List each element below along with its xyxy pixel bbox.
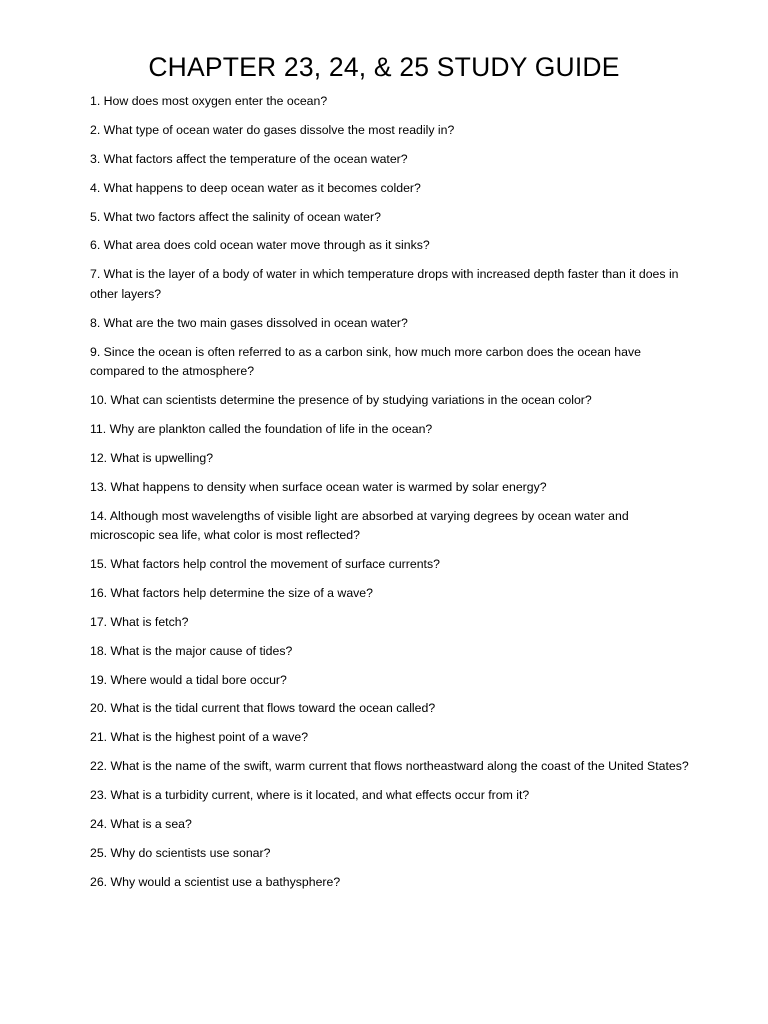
question-item: 26. Why would a scientist use a bathysphere? [90,874,341,889]
page-title: CHAPTER 23, 24, & 25 STUDY GUIDE [148,52,620,82]
question-list [90,92,690,902]
question-item: 19. Where would a tidal bore occur? [90,672,287,687]
question-item: 2. What type of ocean water do gases dissolve the most readily in? [90,122,455,137]
question-item: 20. What is the tidal current that flows toward the ocean called? [90,701,436,716]
question-item: 3. What factors affect the temperature of the ocean water? [90,151,408,166]
question-item: 17. What is fetch? [90,614,189,629]
question-item: 22. What is the name of the swift, warm current that flows northeastward along the coast of the United States? [90,759,689,774]
question-item: 23. What is a turbidity current, where is it located, and what effects occur from it? [90,788,530,803]
question-item: 11. Why are plankton called the foundation of life in the ocean? [90,421,433,436]
question-item: 13. What happens to density when surface ocean water is warmed by solar energy? [90,479,547,494]
question-item: 18. What is the major cause of tides? [90,643,293,658]
question-item: 25. Why do scientists use sonar? [90,845,271,860]
question-item: 15. What factors help control the movement of surface currents? [90,556,440,571]
question-item: 8. What are the two main gases dissolved in ocean water? [90,315,408,330]
question-item: 6. What area does cold ocean water move through as it sinks? [90,238,430,253]
question-item: 14. Although most wavelengths of visible light are absorbed at varying degrees by ocean water and microscopic sea life, what color is most reflected? [90,508,629,543]
question-item: 24. What is a sea? [90,816,192,831]
question-item: 5. What two factors affect the salinity of ocean water? [90,209,381,224]
question-item: 16. What factors help determine the size of a wave? [90,585,373,600]
question-item: 1. How does most oxygen enter the ocean? [90,94,328,108]
question-item: 12. What is upwelling? [90,450,214,465]
question-item: 4. What happens to deep ocean water as it becomes colder? [90,180,421,195]
question-item: 21. What is the highest point of a wave? [90,730,309,745]
question-item: 7. What is the layer of a body of water in which temperature drops with increased depth faster than it does in other layers? [90,267,679,301]
question-item: 10. What can scientists determine the presence of by studying variations in the ocean color? [90,393,592,408]
question-item: 9. Since the ocean is often referred to as a carbon sink, how much more carbon does the ocean have compared to the atmosphere? [90,344,641,379]
